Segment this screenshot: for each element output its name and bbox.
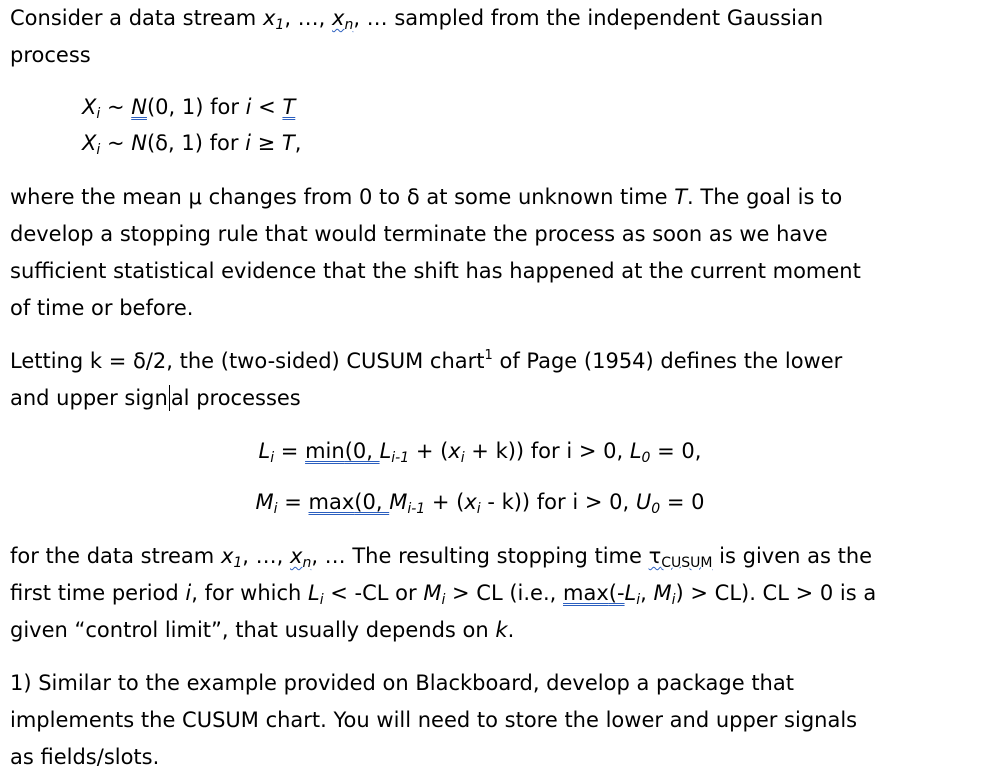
grammar-underline[interactable]: max(- xyxy=(563,581,625,605)
grammar-underline[interactable]: max(0, xyxy=(308,490,390,514)
text-cursor xyxy=(169,385,170,411)
equation-before-shift: $X_i$ ~ N(0, 1) for i < T xyxy=(82,95,296,122)
paragraph-4-line-2: first time period i, for which $L_i < -CL$ or $M_i$ > CL (i.e., $\max(-L_i$, $M_i) > CL$). CL > 0 is a xyxy=(10,581,877,608)
equation-after-shift: $X_i$ ~ N(δ, 1) for i ≥ T, xyxy=(82,131,302,158)
grammar-underline[interactable]: N xyxy=(131,95,147,119)
task-1-line-1: 1) Similar to the example provided on Blackboard, develop a package that xyxy=(10,671,794,695)
paragraph-4-line-1: for the data stream $x_1$, …, $x_n$, … The resulting stopping time $\tau_{CUSUM}$ is given as the xyxy=(10,544,873,571)
equation-upper-signal: $M_i = \max(0$, $M_{i-1} + (x_i - k)$) for i > 0, $U_0 = 0$ xyxy=(255,490,705,517)
footnote-reference[interactable]: 1 xyxy=(484,348,493,363)
paragraph-1-line-2: process xyxy=(10,43,91,67)
grammar-underline[interactable]: T xyxy=(282,95,296,119)
paragraph-1-line-1: Consider a data stream $x_1$, …, $x_n$, … sampled from the independent Gaussian xyxy=(10,6,824,33)
equation-lower-signal: $L_i = \min(0$, $L_{i-1} + (x_i + k)$) for i > 0, $L_0 = 0$, xyxy=(258,439,702,466)
task-1-line-3: as fields/slots. xyxy=(10,745,160,769)
paragraph-2-line-3: sufficient statistical evidence that the shift has happened at the current moment xyxy=(10,259,861,283)
paragraph-4-line-3: given “control limit”, that usually depends on k. xyxy=(10,618,515,642)
spellcheck-squiggle[interactable]: $x_n$ xyxy=(332,6,354,33)
paragraph-3-line-2: and upper sign al processes xyxy=(10,386,301,410)
spellcheck-squiggle[interactable]: $\tau_{CUSUM}$ xyxy=(648,544,713,571)
paragraph-3-line-1: Letting k = δ/2, the (two-sided) CUSUM chart$^1$ of Page (1954) defines the lower xyxy=(10,348,843,373)
paragraph-2-line-2: develop a stopping rule that would terminate the process as soon as we have xyxy=(10,222,828,246)
paragraph-2-line-4: of time or before. xyxy=(10,296,194,320)
grammar-underline[interactable]: min(0, xyxy=(305,439,380,463)
spellcheck-squiggle[interactable]: $x_n$ xyxy=(290,544,312,571)
task-1-line-2: implements the CUSUM chart. You will need to store the lower and upper signals xyxy=(10,708,858,732)
paragraph-2-line-1: where the mean μ changes from 0 to δ at some unknown time T. The goal is to xyxy=(10,185,843,209)
